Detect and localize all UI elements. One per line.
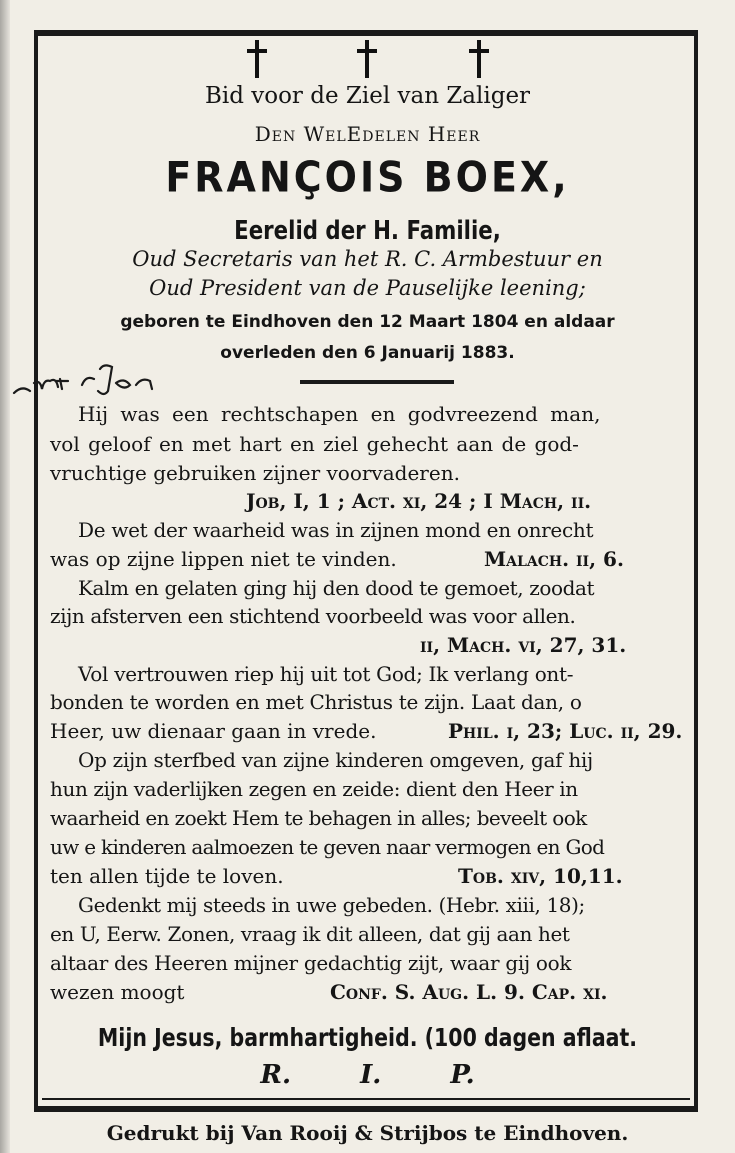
body-line: vruchtige gebruiken zijner voorvaderen. bbox=[50, 461, 460, 485]
body-line: zijn afsterven een stichtend voorbeeld was voor allen. bbox=[50, 604, 576, 628]
body-line: ten allen tijde te loven. bbox=[50, 864, 284, 888]
scripture-reference: Phil. i, 23; Luc. ii, 29. bbox=[448, 719, 683, 743]
rip-line: R. I. P. bbox=[260, 1060, 475, 1090]
role-line-1: Oud Secretaris van het R. C. Armbestuur en bbox=[132, 247, 603, 271]
scripture-reference: Conf. S. Aug. L. 9. Cap. xi. bbox=[330, 980, 608, 1004]
body-line: Op zijn sterfbed van zijne kinderen omgeven, gaf hij bbox=[78, 748, 593, 772]
indulgence-prayer: Mijn Jesus, barmhartigheid. (100 dagen aflaat. bbox=[97, 1023, 638, 1052]
prayer-line: Bid voor de Ziel van Zaliger bbox=[204, 83, 531, 109]
scripture-reference: Malach. ii, 6. bbox=[484, 547, 624, 571]
honorary-title: Eerelid der H. Familie, bbox=[234, 216, 501, 246]
body-line: Vol vertrouwen riep hij uit tot God; Ik verlang ont- bbox=[78, 662, 574, 686]
body-line: Gedenkt mij steeds in uwe gebeden. (Hebr. xiii, 18); bbox=[78, 893, 585, 917]
body-line: De wet der waarheid was in zijnen mond en onrecht bbox=[78, 518, 594, 542]
cross-icon bbox=[468, 40, 490, 80]
handwritten-annotation bbox=[12, 355, 162, 400]
bottom-inner-rule bbox=[42, 1098, 690, 1100]
deceased-name: FRANÇOIS BOEX, bbox=[165, 152, 570, 202]
printer-imprint: Gedrukt bij Van Rooij & Strijbos te Eindhoven. bbox=[106, 1121, 629, 1145]
birth-line: geboren te Eindhoven den 12 Maart 1804 en aldaar bbox=[120, 312, 615, 332]
body-line: wezen moogt bbox=[50, 980, 185, 1004]
honorific-line: Den WelEdelen Heer bbox=[254, 122, 481, 146]
role-line-2: Oud President van de Pauselijke leening; bbox=[149, 276, 586, 300]
section-divider bbox=[300, 380, 454, 384]
body-line: en U, Eerw. Zonen, vraag ik dit alleen, dat gij aan het bbox=[50, 922, 570, 946]
body-line: waarheid en zoekt Hem te behagen in alles; beveelt ook bbox=[50, 806, 587, 830]
cross-icon bbox=[246, 40, 268, 80]
body-line: was op zijne lippen niet te vinden. bbox=[50, 547, 397, 571]
body-line: Kalm en gelaten ging hij den dood te gemoet, zoodat bbox=[78, 576, 595, 600]
body-line: vol geloof en met hart en ziel gehecht aan de god- bbox=[50, 432, 579, 456]
body-line: uw e kinderen aalmoezen te geven naar vermogen en God bbox=[50, 835, 605, 859]
scripture-reference: Tob. xiv, 10,11. bbox=[458, 864, 623, 888]
body-line: Hij was een rechtschapen en godvreezend man, bbox=[78, 402, 601, 426]
body-line: altaar des Heeren mijner gedachtig zijt, waar gij ook bbox=[50, 951, 572, 975]
cross-icon bbox=[356, 40, 378, 80]
scripture-reference: ii, Mach. vi, 27, 31. bbox=[420, 633, 627, 657]
scripture-reference: Job, I, 1 ; Act. xi, 24 ; I Mach, ii. bbox=[246, 489, 592, 513]
body-line: bonden te worden en met Christus te zijn. Laat dan, o bbox=[50, 690, 582, 714]
body-line: hun zijn vaderlijken zegen en zeide: dient den Heer in bbox=[50, 777, 578, 801]
body-line: Heer, uw dienaar gaan in vrede. bbox=[50, 719, 377, 743]
death-line: overleden den 6 Januarij 1883. bbox=[220, 343, 515, 363]
